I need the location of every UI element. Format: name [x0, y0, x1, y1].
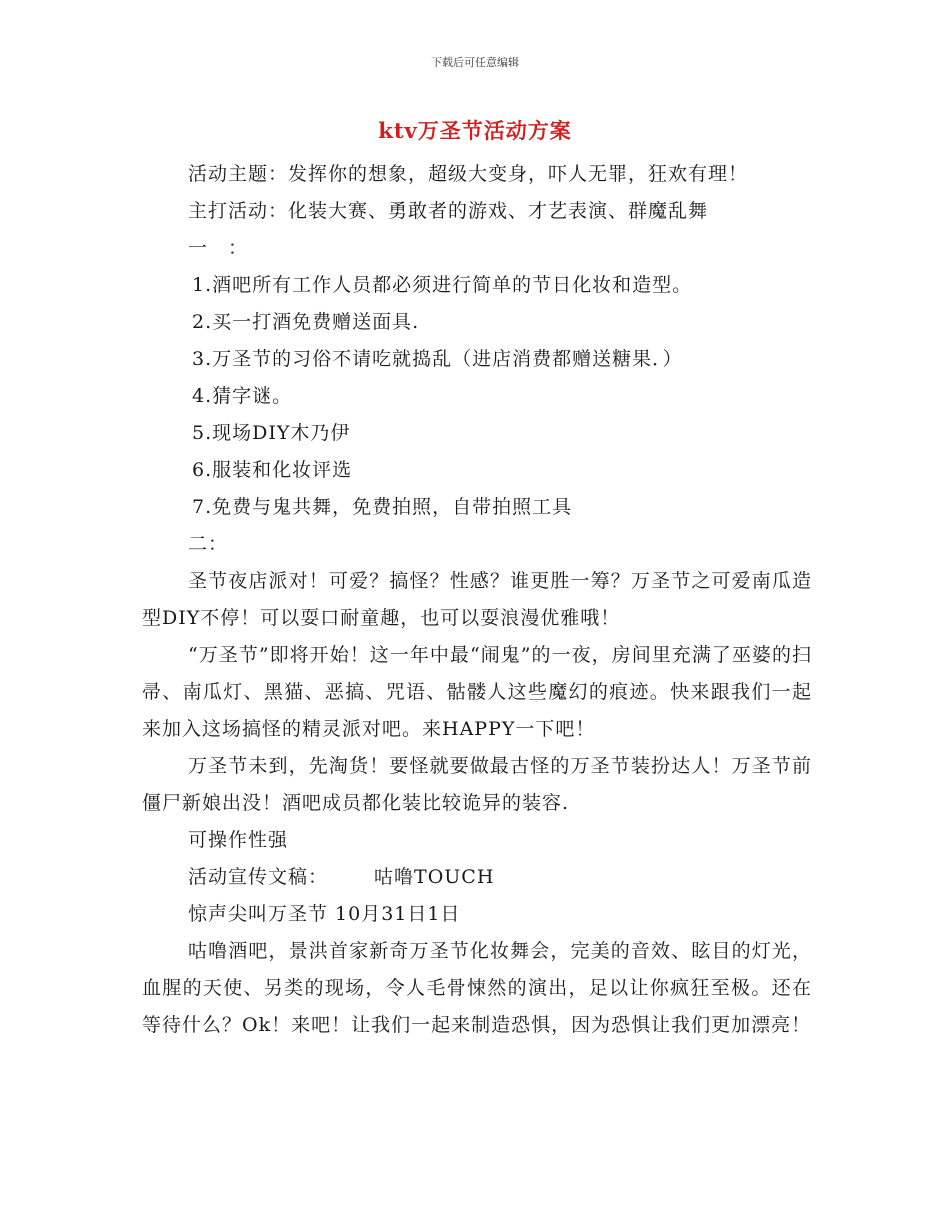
document-body	[142, 156, 812, 1044]
promo-label: 活动宣传文稿：	[188, 866, 329, 888]
header-note: 下载后可任意编辑	[431, 56, 519, 69]
theme-line: 活动主题：发挥你的想象，超级大变身，吓人无罪，狂欢有理！	[188, 163, 749, 185]
list-item: 4.猜字谜。	[192, 385, 293, 407]
list-item: 3.万圣节的习俗不请吃就捣乱（进店消费都赠送糖果．）	[192, 348, 683, 370]
list-item: 6.服装和化妆评选	[192, 459, 353, 481]
section-two-heading: 二：	[188, 533, 229, 555]
list-item: 5.现场DIY木乃伊	[192, 422, 351, 444]
list-item: 1.酒吧所有工作人员都必须进行简单的节日化妆和造型。	[192, 274, 693, 296]
list-item: 7.免费与鬼共舞，免费拍照，自带拍照工具	[192, 496, 573, 518]
promo-name: 咕噜TOUCH	[374, 866, 495, 888]
main-activities-line: 主打活动：化装大赛、勇敢者的游戏、才艺表演、群魔乱舞	[188, 200, 709, 222]
promo-line	[142, 859, 812, 896]
list-item: 2.买一打酒免费赠送面具.	[192, 311, 420, 333]
closing-paragraph: 咕噜酒吧，景洪首家新奇万圣节化妆舞会，完美的音效、眩目的灯光，血腥的天使、另类的现场，令人毛骨悚然的演出，足以让你疯狂至极。还在等待什么？Ok！来吧！让我们一起来制造恐惧，因为恐惧让我们更加漂亮！	[142, 940, 812, 1036]
section-one-heading: 一 ：	[188, 237, 249, 259]
paragraph: 圣节夜店派对！可爱？搞怪？性感？谁更胜一筹？万圣节之可爱南瓜造型DIY不停！可以耍口耐童趣，也可以耍浪漫优雅哦！	[142, 570, 812, 629]
document-title: ktv万圣节活动方案	[378, 118, 572, 143]
paragraph: “万圣节”即将开始！这一年中最“闹鬼”的一夜，房间里充满了巫婆的扫帚、南瓜灯、黑猫、恶搞、咒语、骷髅人这些魔幻的痕迹。快来跟我们一起来加入这场搞怪的精灵派对吧。来HAPPY一下吧！	[142, 644, 812, 740]
operability-line: 可操作性强	[188, 829, 289, 851]
paragraph: 万圣节未到，先淘货！要怪就要做最古怪的万圣节装扮达人！万圣节前僵尸新娘出没！酒吧成员都化装比较诡异的装容.	[142, 755, 812, 814]
event-line: 惊声尖叫万圣节 10月31日1日	[188, 903, 461, 925]
